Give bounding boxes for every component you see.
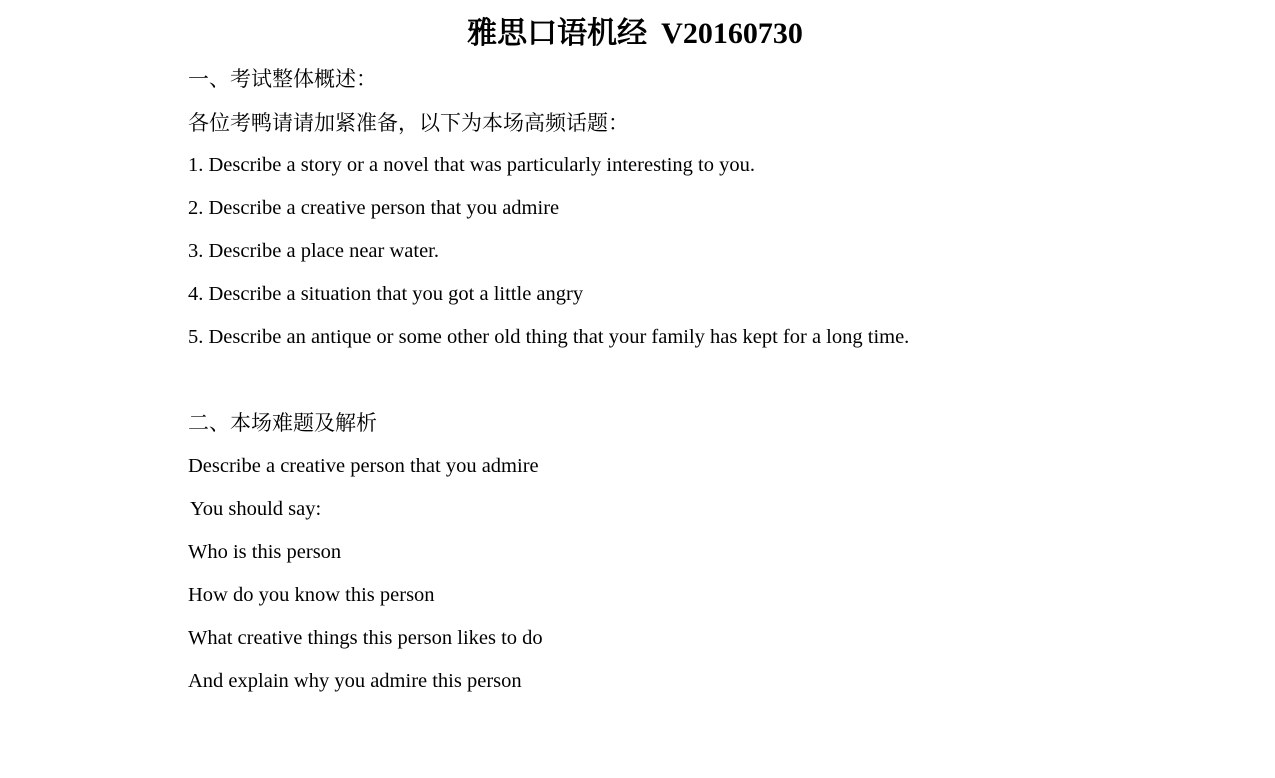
topic-number: 3.	[188, 240, 204, 262]
topic-item-4	[188, 280, 583, 308]
title-version: V20160730	[661, 17, 803, 50]
cue-card-point-1: Who is this person	[188, 541, 342, 563]
cue-card-point-2: How do you know this person	[188, 584, 435, 606]
topic-number: 1.	[188, 154, 204, 176]
topic-number: 2.	[188, 197, 204, 219]
cue-card-you-should-say: You should say:	[190, 498, 322, 520]
section-heading-hard-topics: 二、本场难题及解析	[188, 411, 377, 435]
cue-card-point-3: What creative things this person likes to do	[188, 627, 543, 649]
topic-text: Describe a story or a novel that was particularly interesting to you.	[208, 154, 756, 176]
topic-item-2	[188, 194, 559, 222]
topic-item-1	[188, 151, 755, 179]
topic-number: 5.	[188, 326, 204, 348]
section-heading-overview: 一、考试整体概述：	[188, 67, 377, 91]
topic-item-3	[188, 237, 439, 265]
cue-card-title: Describe a creative person that you admire	[188, 455, 539, 477]
topic-item-5	[188, 323, 909, 351]
section-intro: 各位考鸭请请加紧准备，以下为本场高频话题：	[188, 111, 629, 135]
title-chinese: 雅思口语机经	[467, 16, 648, 51]
topic-text: Describe a creative person that you admire	[208, 197, 560, 219]
topic-text: Describe an antique or some other old thing that your family has kept for a long time.	[208, 326, 910, 348]
cue-card-point-4: And explain why you admire this person	[188, 670, 522, 692]
page-title	[0, 14, 1270, 54]
topic-text: Describe a situation that you got a little angry	[208, 283, 584, 305]
topic-number: 4.	[188, 283, 204, 305]
topic-text: Describe a place near water.	[208, 240, 439, 262]
